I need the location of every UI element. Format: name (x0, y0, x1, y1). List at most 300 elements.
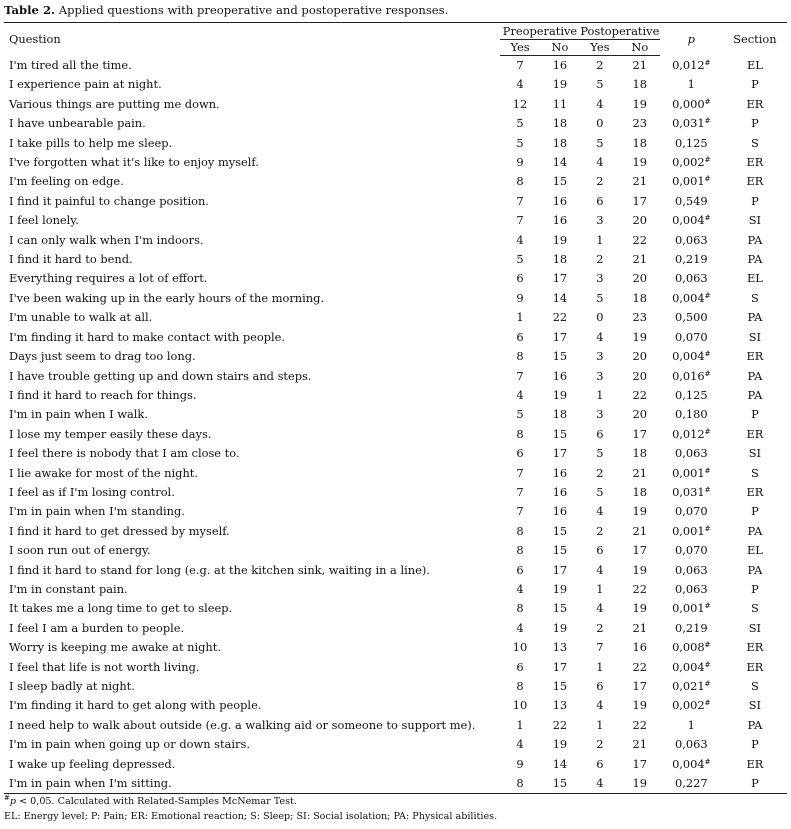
p-value: 1 (687, 717, 695, 732)
table-row (4, 716, 787, 735)
section-cell: EL (746, 57, 763, 72)
p-value-cell (660, 774, 723, 794)
p-value: 0,063 (675, 562, 708, 577)
section-cell: S (751, 679, 759, 693)
p-value-cell (660, 56, 723, 76)
p-value: 0,125 (675, 135, 708, 150)
post-yes-cell: 4 (596, 96, 604, 111)
pre-no-cell: 14 (552, 756, 568, 771)
section-cell: PA (747, 368, 763, 383)
section-cell: PA (747, 387, 763, 402)
post-no-cell: 22 (632, 387, 648, 402)
p-value-cell (660, 464, 723, 483)
pre-yes-cell: 6 (516, 659, 524, 674)
significance-mark: # (704, 602, 711, 611)
p-value: 0,070 (675, 543, 708, 558)
pre-no-cell: 15 (552, 543, 568, 558)
section-cell: S (751, 135, 759, 150)
question-cell: I'm in pain when I'm standing. (9, 504, 185, 519)
caption-label: Table 2. (4, 3, 56, 17)
pre-yes-cell: 8 (516, 543, 524, 558)
table-row (4, 658, 787, 677)
table-row (4, 774, 787, 794)
post-no-cell: 16 (632, 640, 648, 655)
header-p: p (687, 32, 695, 47)
section-cell: S (751, 290, 759, 305)
pre-yes-cell: 5 (516, 135, 524, 150)
post-no-cell: 21 (632, 465, 648, 480)
question-cell: I've been waking up in the early hours of the morning. (9, 290, 325, 305)
pre-yes-cell: 8 (516, 679, 524, 693)
post-no-cell: 20 (632, 407, 648, 422)
post-no-cell: 23 (632, 310, 648, 325)
pre-no-cell: 15 (552, 679, 568, 693)
question-cell: I find it hard to stand for long (e.g. at the kitchen sink, waiting in a line). (9, 562, 430, 577)
post-yes-cell: 4 (596, 155, 604, 170)
question-cell: I wake up feeling depressed. (9, 756, 176, 771)
post-yes-cell: 2 (596, 252, 604, 267)
p-value: 0,001 (672, 601, 705, 616)
question-cell: I take pills to help me sleep. (9, 135, 173, 150)
table-row (4, 599, 787, 618)
pre-no-cell: 15 (552, 349, 568, 364)
question-cell: I'm in pain when I walk. (9, 407, 148, 422)
p-value-cell (660, 677, 723, 696)
question-cell: I need help to walk about outside (e.g. a walking aid or someone to support me). (9, 717, 476, 732)
pre-no-cell: 17 (552, 329, 568, 344)
pre-yes-cell: 7 (516, 368, 524, 383)
section-cell: S (751, 601, 759, 616)
post-no-cell: 17 (632, 756, 648, 771)
p-value-cell (660, 153, 723, 172)
pre-no-cell: 19 (552, 232, 568, 247)
p-value-cell (660, 269, 723, 288)
p-value: 0,004 (672, 290, 705, 305)
post-yes-cell: 2 (596, 620, 604, 635)
pre-no-cell: 18 (552, 407, 568, 422)
pre-yes-cell: 6 (516, 562, 524, 577)
section-cell: P (751, 581, 759, 596)
significance-mark: # (704, 466, 711, 475)
p-value-cell (660, 405, 723, 424)
pre-yes-cell: 10 (512, 698, 528, 713)
post-yes-cell: 3 (596, 407, 604, 422)
header-post-yes: Yes (580, 40, 620, 56)
p-value: 0,500 (675, 310, 708, 325)
section-cell: ER (746, 96, 764, 111)
pre-no-cell: 19 (552, 77, 568, 92)
p-value-cell (660, 483, 723, 502)
post-no-cell: 22 (632, 717, 648, 732)
section-cell: P (751, 407, 759, 422)
pre-yes-cell: 8 (516, 174, 524, 189)
pre-no-cell: 18 (552, 252, 568, 267)
footnote-significance (4, 795, 787, 809)
pre-no-cell: 17 (552, 446, 568, 461)
p-value: 0,000 (672, 96, 705, 111)
question-cell: It takes me a long time to get to sleep. (9, 601, 233, 616)
p-value: 0,012 (672, 426, 705, 441)
pre-yes-cell: 4 (516, 77, 524, 92)
table-row (4, 619, 787, 638)
question-cell: I find it painful to change position. (9, 193, 209, 208)
footnote-sig-text: < 0,05. Calculated with Related-Samples McNemar Test. (16, 796, 297, 808)
p-value-cell (660, 444, 723, 463)
question-cell: I find it hard to bend. (9, 252, 133, 267)
p-value-cell (660, 308, 723, 327)
post-no-cell: 19 (632, 504, 648, 519)
p-value: 0,004 (672, 349, 705, 364)
pre-no-cell: 15 (552, 426, 568, 441)
post-no-cell: 17 (632, 543, 648, 558)
table-row (4, 308, 787, 327)
p-value-cell (660, 638, 723, 657)
section-cell: P (751, 737, 759, 752)
pre-no-cell: 22 (552, 717, 568, 732)
post-no-cell: 19 (632, 155, 648, 170)
post-no-cell: 19 (632, 96, 648, 111)
post-yes-cell: 5 (596, 484, 604, 499)
post-yes-cell: 3 (596, 349, 604, 364)
significance-mark: # (704, 369, 711, 378)
question-cell: I feel that life is not worth living. (9, 659, 200, 674)
header-preoperative: Preoperative (500, 23, 580, 40)
question-cell: I'm unable to walk at all. (9, 310, 153, 325)
question-cell: I'm tired all the time. (9, 57, 132, 72)
header-postoperative: Postoperative (580, 24, 660, 38)
question-cell: I find it hard to get dressed by myself. (9, 523, 230, 538)
table-row (4, 250, 787, 269)
section-cell: PA (747, 523, 763, 538)
header-post-no: No (620, 40, 660, 56)
section-cell: EL (746, 271, 763, 286)
section-cell: SI (748, 698, 762, 713)
section-cell: ER (746, 484, 764, 499)
post-yes-cell: 2 (596, 58, 604, 72)
pre-yes-cell: 9 (516, 290, 524, 305)
pre-yes-cell: 5 (516, 407, 524, 422)
p-value-cell (660, 211, 723, 230)
section-cell: P (751, 193, 759, 208)
table-row (4, 211, 787, 230)
post-yes-cell: 6 (596, 679, 604, 693)
section-cell: PA (747, 717, 763, 732)
table-row (4, 580, 787, 599)
post-no-cell: 18 (632, 77, 648, 92)
pre-no-cell: 16 (552, 213, 568, 228)
pre-yes-cell: 5 (516, 116, 524, 131)
section-cell: ER (746, 756, 764, 771)
post-yes-cell: 4 (596, 776, 604, 791)
p-value-cell (660, 522, 723, 541)
section-cell: ER (746, 174, 764, 189)
table-row (4, 95, 787, 114)
table-row (4, 755, 787, 774)
responses-table (4, 22, 787, 794)
pre-yes-cell: 7 (516, 465, 524, 480)
question-cell: I have trouble getting up and down stairs and steps. (9, 368, 312, 383)
post-no-cell: 23 (632, 116, 648, 131)
p-value-cell (660, 328, 723, 347)
post-no-cell: 21 (632, 252, 648, 267)
pre-yes-cell: 8 (516, 349, 524, 364)
p-value: 0,001 (672, 174, 705, 189)
pre-yes-cell: 7 (516, 504, 524, 519)
p-value: 0,021 (672, 679, 705, 693)
pre-yes-cell: 8 (516, 601, 524, 616)
significance-mark: # (704, 485, 711, 494)
post-no-cell: 21 (632, 737, 648, 752)
question-cell: I'm in constant pain. (9, 581, 128, 596)
question-cell: I can only walk when I'm indoors. (9, 232, 204, 247)
post-yes-cell: 0 (596, 310, 604, 325)
table-row (4, 134, 787, 153)
question-cell: I have unbearable pain. (9, 116, 146, 131)
section-cell: ER (746, 640, 764, 655)
post-no-cell: 18 (632, 446, 648, 461)
significance-mark: # (704, 175, 711, 184)
table-row (4, 56, 787, 76)
pre-yes-cell: 6 (516, 446, 524, 461)
pre-no-cell: 16 (552, 465, 568, 480)
table-row (4, 289, 787, 308)
p-value: 0,002 (672, 155, 705, 170)
p-value-cell (660, 580, 723, 599)
table-row (4, 444, 787, 463)
p-value: 0,004 (672, 756, 705, 771)
table-row (4, 464, 787, 483)
post-no-cell: 19 (632, 562, 648, 577)
section-cell: P (751, 116, 759, 131)
post-no-cell: 17 (632, 679, 648, 693)
header-pre-yes: Yes (500, 40, 540, 56)
section-cell: PA (747, 232, 763, 247)
p-value-cell (660, 425, 723, 444)
post-no-cell: 22 (632, 581, 648, 596)
post-yes-cell: 3 (596, 213, 604, 228)
post-yes-cell: 4 (596, 562, 604, 577)
header-pre-no: No (540, 40, 580, 56)
section-cell: ER (746, 659, 764, 674)
pre-yes-cell: 4 (516, 620, 524, 635)
section-cell: P (751, 776, 759, 791)
pre-yes-cell: 4 (516, 387, 524, 402)
post-yes-cell: 4 (596, 329, 604, 344)
significance-mark: # (704, 641, 711, 650)
p-value-cell (660, 134, 723, 153)
p-value: 0,004 (672, 213, 705, 228)
pre-no-cell: 13 (552, 640, 568, 655)
post-yes-cell: 1 (596, 387, 604, 402)
p-value: 0,227 (675, 776, 708, 791)
post-no-cell: 21 (632, 523, 648, 538)
post-no-cell: 22 (632, 232, 648, 247)
p-value: 1 (687, 77, 695, 92)
section-cell: S (751, 465, 759, 480)
question-cell: I'm in pain when going up or down stairs. (9, 737, 250, 752)
significance-mark: # (704, 97, 711, 106)
section-cell: PA (747, 252, 763, 267)
pre-no-cell: 19 (552, 737, 568, 752)
p-value: 0,031 (672, 484, 705, 499)
section-cell: SI (748, 329, 762, 344)
significance-mark: # (704, 214, 711, 223)
section-cell: P (751, 77, 759, 92)
p-value: 0,016 (672, 368, 705, 383)
footnote-p: p (9, 796, 17, 808)
table-caption (4, 2, 787, 18)
pre-no-cell: 22 (552, 310, 568, 325)
pre-no-cell: 15 (552, 776, 568, 791)
p-value-cell (660, 619, 723, 638)
table-row (4, 231, 787, 250)
p-value: 0,001 (672, 523, 705, 538)
pre-yes-cell: 7 (516, 484, 524, 499)
table-row (4, 192, 787, 211)
pre-no-cell: 16 (552, 193, 568, 208)
p-value-cell (660, 696, 723, 715)
footnote-legend: EL: Energy level; P: Pain; ER: Emotional reaction; S: Sleep; SI: Social isolation; PA: Physical abilities. (4, 811, 498, 823)
post-yes-cell: 6 (596, 756, 604, 771)
pre-yes-cell: 9 (516, 756, 524, 771)
post-no-cell: 19 (632, 329, 648, 344)
post-yes-cell: 5 (596, 290, 604, 305)
p-value: 0,070 (675, 329, 708, 344)
post-yes-cell: 1 (596, 232, 604, 247)
pre-no-cell: 11 (552, 96, 568, 111)
table-row (4, 153, 787, 172)
p-value: 0,002 (672, 698, 705, 713)
question-cell: I'm finding it hard to get along with people. (9, 698, 262, 713)
table-row (4, 367, 787, 386)
post-yes-cell: 0 (596, 116, 604, 131)
pre-yes-cell: 12 (512, 96, 528, 111)
p-value: 0,008 (672, 640, 705, 655)
pre-no-cell: 17 (552, 562, 568, 577)
question-cell: I'm finding it hard to make contact with people. (9, 329, 286, 344)
section-cell: P (751, 504, 759, 519)
question-cell: I soon run out of energy. (9, 543, 151, 558)
p-value: 0,063 (675, 737, 708, 752)
post-yes-cell: 1 (596, 717, 604, 732)
p-value-cell (660, 502, 723, 521)
table-row (4, 114, 787, 133)
post-no-cell: 18 (632, 135, 648, 150)
section-cell: ER (746, 349, 764, 364)
pre-yes-cell: 8 (516, 426, 524, 441)
p-value: 0,063 (675, 446, 708, 461)
pre-yes-cell: 8 (516, 776, 524, 791)
table-body (4, 56, 787, 794)
p-value: 0,180 (675, 407, 708, 422)
section-cell: PA (747, 562, 763, 577)
p-value-cell (660, 755, 723, 774)
pre-yes-cell: 8 (516, 523, 524, 538)
question-cell: I feel lonely. (9, 213, 79, 228)
question-cell: I lie awake for most of the night. (9, 465, 198, 480)
table-row (4, 405, 787, 424)
p-value-cell (660, 735, 723, 754)
table-row (4, 269, 787, 288)
significance-mark: # (704, 427, 711, 436)
post-yes-cell: 2 (596, 523, 604, 538)
pre-no-cell: 18 (552, 116, 568, 131)
p-value-cell (660, 250, 723, 269)
p-value-cell (660, 716, 723, 735)
pre-yes-cell: 7 (516, 58, 524, 72)
pre-yes-cell: 5 (516, 252, 524, 267)
post-no-cell: 19 (632, 698, 648, 713)
table-row (4, 172, 787, 191)
table-row (4, 483, 787, 502)
table-row (4, 541, 787, 560)
question-cell: I've forgotten what it's like to enjoy myself. (9, 155, 259, 170)
p-value-cell (660, 347, 723, 366)
table-row (4, 502, 787, 521)
post-yes-cell: 6 (596, 193, 604, 208)
pre-yes-cell: 10 (512, 640, 528, 655)
post-yes-cell: 6 (596, 426, 604, 441)
post-no-cell: 17 (632, 426, 648, 441)
table-row (4, 677, 787, 696)
p-value: 0,001 (672, 465, 705, 480)
table-row (4, 347, 787, 366)
question-cell: I find it hard to reach for things. (9, 387, 197, 402)
post-yes-cell: 5 (596, 77, 604, 92)
pre-yes-cell: 4 (516, 581, 524, 596)
pre-no-cell: 16 (552, 368, 568, 383)
question-cell: I feel I am a burden to people. (9, 620, 185, 635)
p-value: 0,219 (675, 252, 708, 267)
question-cell: I'm feeling on edge. (9, 174, 124, 189)
post-yes-cell: 1 (596, 581, 604, 596)
pre-no-cell: 17 (552, 271, 568, 286)
table-row (4, 522, 787, 541)
table-row (4, 328, 787, 347)
post-yes-cell: 4 (596, 601, 604, 616)
footnote-mark: # (4, 794, 10, 803)
table-row (4, 696, 787, 715)
pre-no-cell: 19 (552, 387, 568, 402)
p-value: 0,063 (675, 581, 708, 596)
post-no-cell: 21 (632, 620, 648, 635)
p-value-cell (660, 114, 723, 133)
significance-mark: # (704, 58, 711, 67)
p-value: 0,031 (672, 116, 705, 131)
p-value-cell (660, 386, 723, 405)
pre-yes-cell: 6 (516, 271, 524, 286)
p-value-cell (660, 599, 723, 618)
section-cell: EL (746, 543, 763, 558)
question-cell: I experience pain at night. (9, 77, 162, 92)
pre-yes-cell: 6 (516, 329, 524, 344)
pre-no-cell: 13 (552, 698, 568, 713)
section-cell: ER (746, 155, 764, 170)
pre-no-cell: 14 (552, 290, 568, 305)
pre-no-cell: 16 (552, 484, 568, 499)
pre-no-cell: 15 (552, 601, 568, 616)
significance-mark: # (704, 156, 711, 165)
question-cell: I'm in pain when I'm sitting. (9, 776, 172, 791)
post-yes-cell: 1 (596, 659, 604, 674)
pre-yes-cell: 7 (516, 193, 524, 208)
post-no-cell: 18 (632, 290, 648, 305)
section-cell: PA (747, 310, 763, 325)
p-value-cell (660, 192, 723, 211)
question-cell: I feel as if I'm losing control. (9, 484, 175, 499)
post-no-cell: 20 (632, 213, 648, 228)
pre-no-cell: 18 (552, 135, 568, 150)
